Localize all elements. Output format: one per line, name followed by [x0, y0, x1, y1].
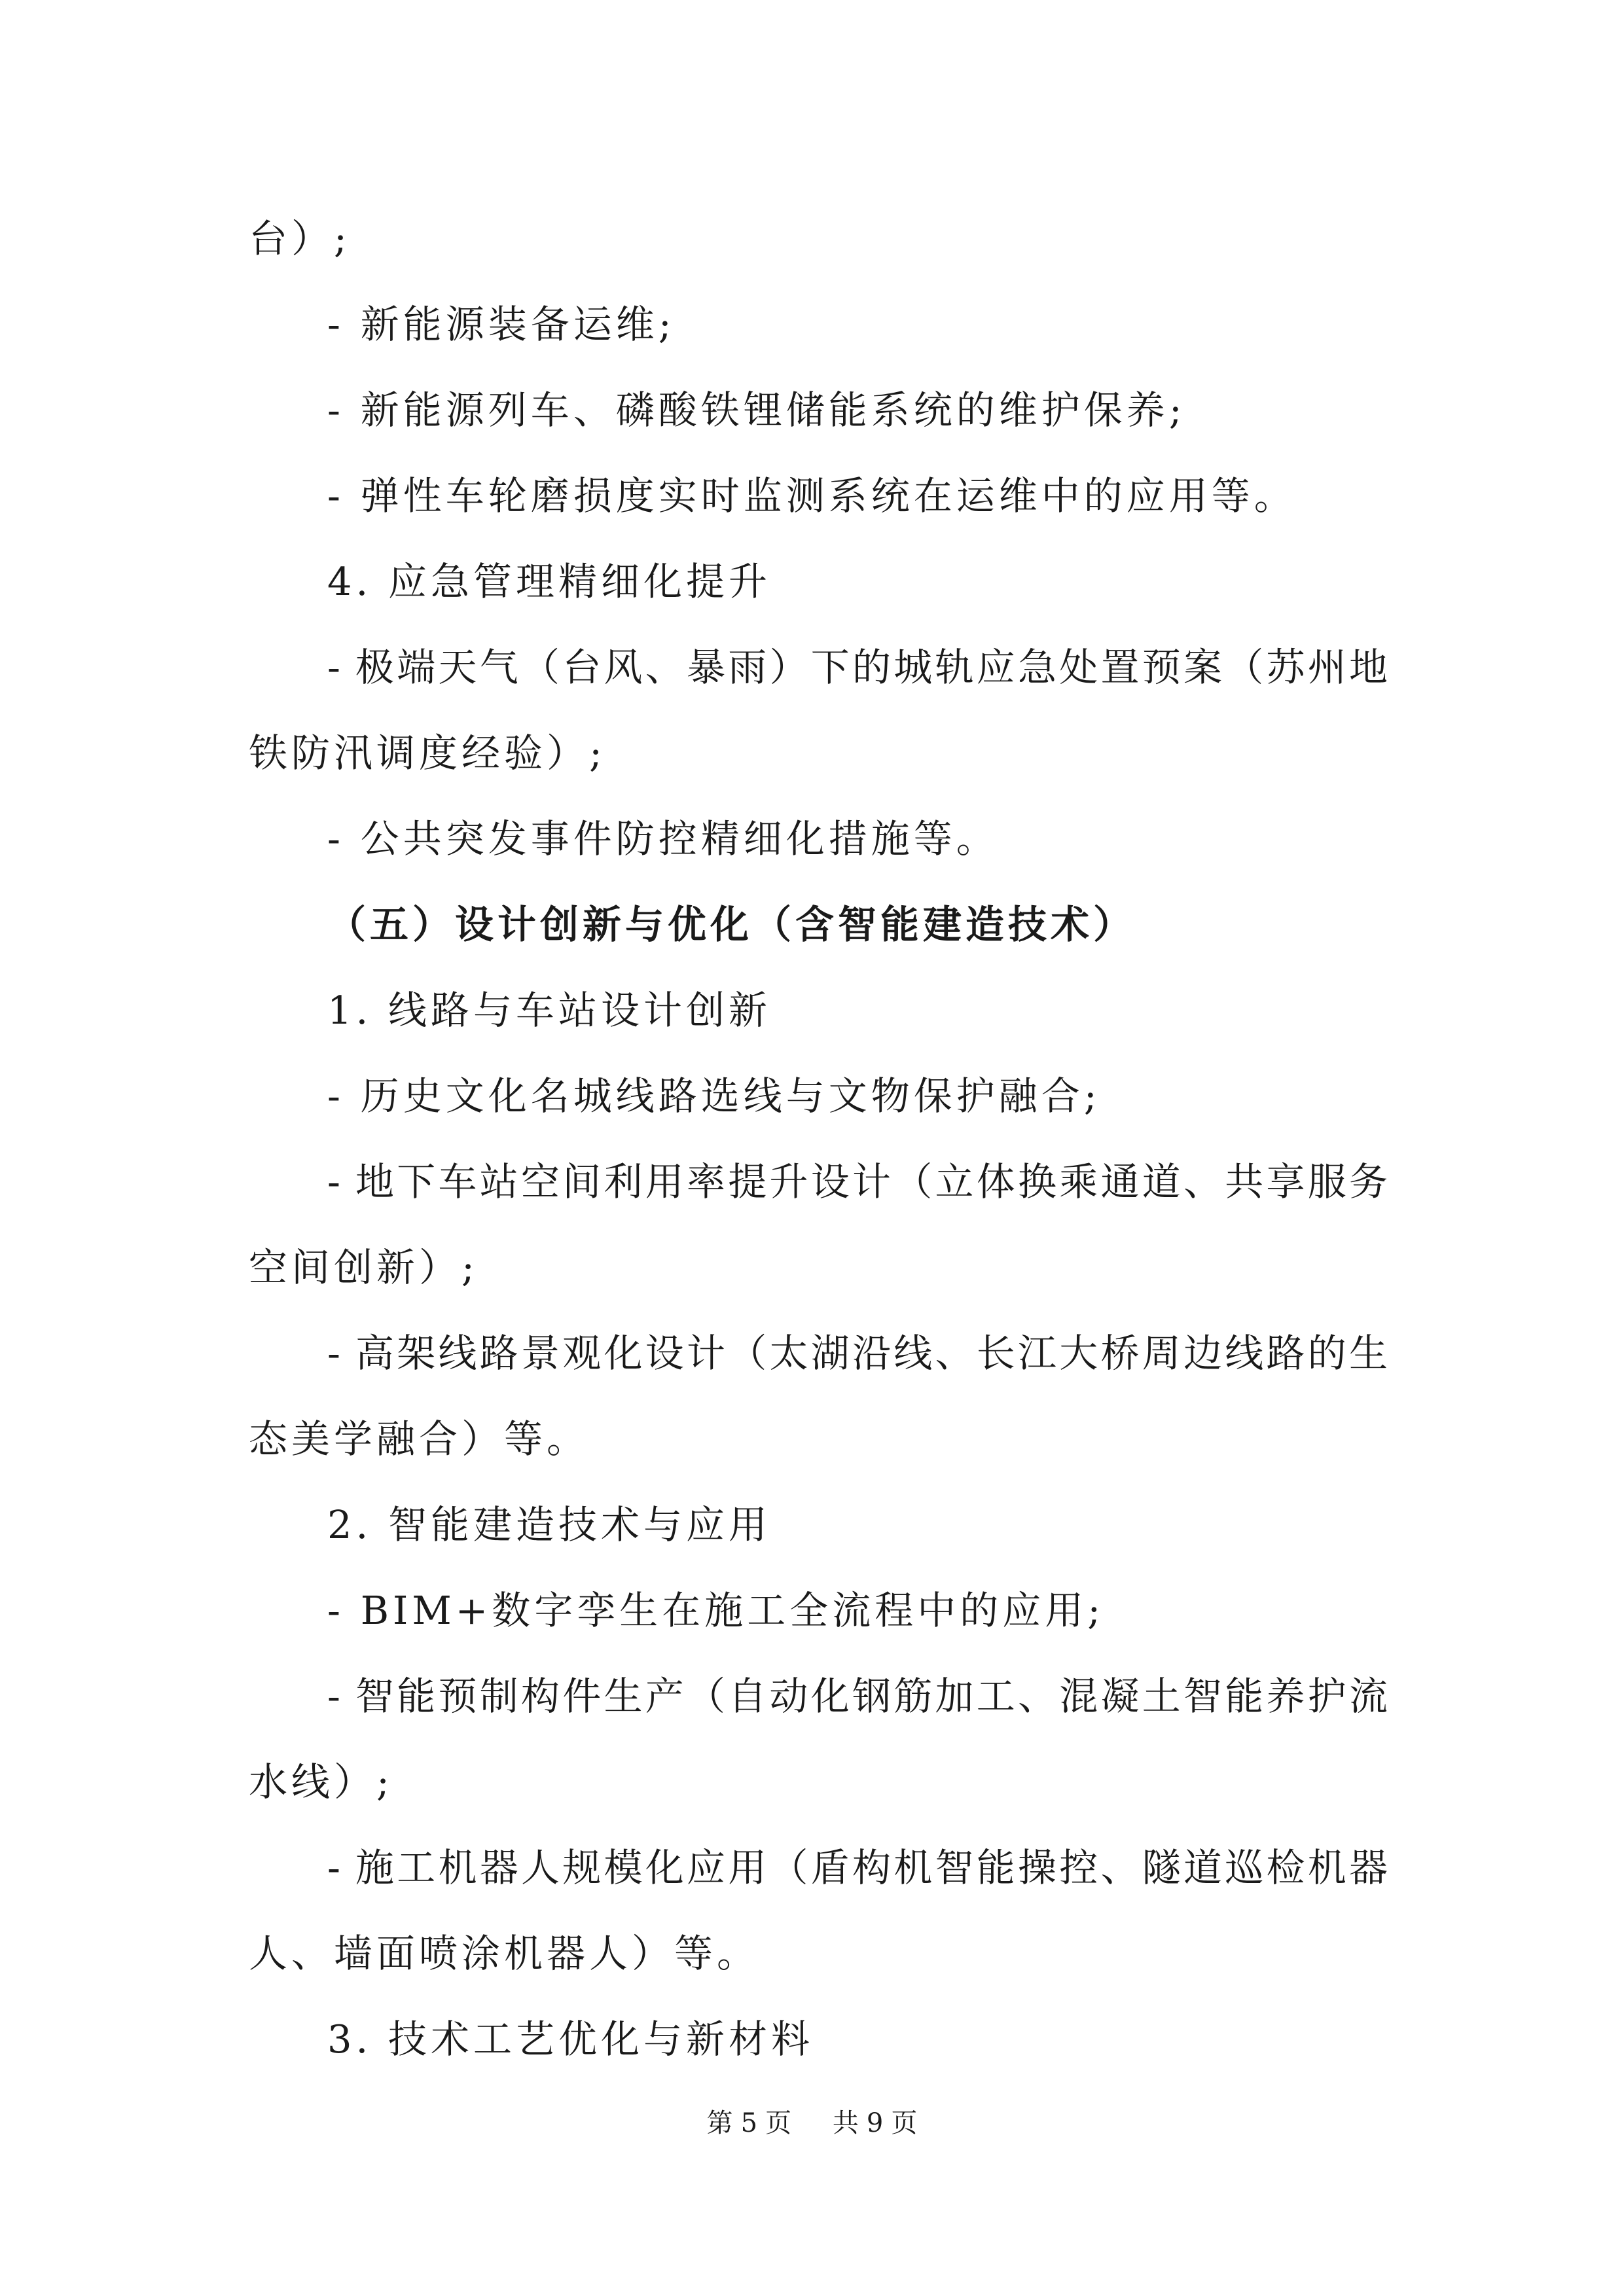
- numbered-subheading: 2. 智能建造技术与应用: [327, 1502, 772, 1547]
- text-line: - 施工机器人规模化应用（盾构机智能操控、隧道巡检机器: [327, 1845, 1388, 1890]
- footer-page-prefix: 第: [706, 2108, 733, 2138]
- numbered-subheading: 1. 线路与车站设计创新: [327, 988, 772, 1033]
- text-line: 人、墙面喷涂机器人）等。: [249, 1931, 760, 1976]
- text-line: - 公共突发事件防控精细化措施等。: [327, 816, 999, 861]
- text-line: 态美学融合）等。: [249, 1416, 590, 1462]
- numbered-subheading: 3. 技术工艺优化与新材料: [327, 2017, 814, 2062]
- footer-total-prefix: 共: [832, 2108, 859, 2138]
- section-heading: （五）设计创新与优化（含智能建造技术）: [327, 902, 1136, 947]
- text-line: - 极端天气（台风、暴雨）下的城轨应急处置预案（苏州地: [327, 645, 1388, 690]
- footer-page-number: 5: [740, 2108, 758, 2138]
- text-line: - BIM+数字孪生在施工全流程中的应用;: [327, 1588, 1105, 1633]
- text-line: 空间创新）;: [249, 1245, 478, 1290]
- text-line: - 地下车站空间利用率提升设计（立体换乘通道、共享服务: [327, 1159, 1388, 1204]
- text-line: - 高架线路景观化设计（太湖沿线、长江大桥周边线路的生: [327, 1331, 1388, 1376]
- footer-page-unit: 页: [765, 2108, 792, 2138]
- page-footer: [0, 2105, 1624, 2142]
- footer-total-unit: 页: [891, 2108, 918, 2138]
- text-line: - 弹性车轮磨损度实时监测系统在运维中的应用等。: [327, 473, 1297, 518]
- text-line: 铁防汛调度经验）;: [249, 730, 606, 776]
- text-line: 台）;: [249, 216, 351, 261]
- text-line: - 新能源装备运维;: [327, 302, 676, 347]
- text-line: - 智能预制构件生产（自动化钢筋加工、混凝土智能养护流: [327, 1674, 1388, 1719]
- text-line: 水线）;: [249, 1759, 393, 1804]
- text-line: - 新能源列车、磷酸铁锂储能系统的维护保养;: [327, 387, 1186, 433]
- numbered-subheading: 4. 应急管理精细化提升: [327, 559, 772, 604]
- footer-total-pages: 9: [866, 2108, 884, 2138]
- text-line: - 历史文化名城线路选线与文物保护融合;: [327, 1073, 1101, 1119]
